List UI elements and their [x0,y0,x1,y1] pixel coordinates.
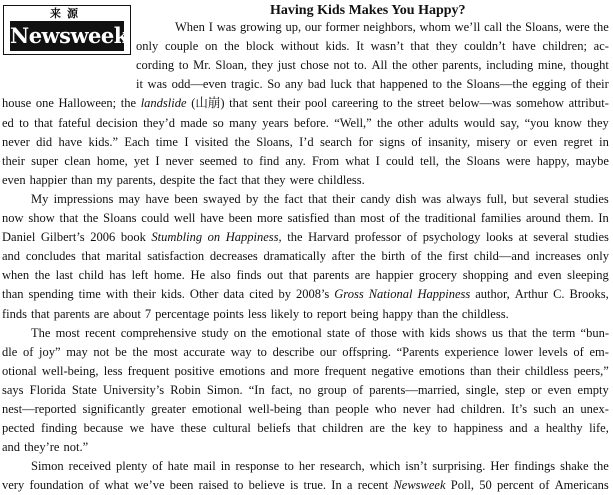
text-line: never did have kids.” Each time I visited the Sloans, I’d search for signs of insanity, misery or even regret in [2,134,609,149]
text-line: very foundation of what we’ve been raised to believe is true. In a recent Newsweek Poll, 50 percent of Americans [2,478,609,493]
text-line: and they’re not.” [2,440,89,455]
text-line: only couple on the block without kids. It wasn’t that they couldn’t have children; ac- [136,39,609,54]
text-line: and concludes that marital satisfaction decreases dramatically after the birth of the first child—and increases only [2,249,609,264]
text-line: finds that parents are about 7 percentage points less likely to report being happy than the childless. [2,306,509,321]
text-line: The most recent comprehensive study on the emotional state of those with kids shows us that the term “bun- [31,325,609,340]
text-line: house one Halloween; the landslide (山崩) that sent their pool careering to the street below—was somehow attribut- [2,96,609,111]
text-line: Simon received plenty of hate mail in response to her research, which isn’t surprising. Her findings shake the [31,459,609,474]
article-title: Having Kids Makes You Happy? [270,3,466,18]
text-line: when the last child has left home. He also finds out that parents are happier grocery shopping and even sleeping [2,268,609,283]
source-badge [3,5,131,55]
text-line: When I was growing up, our former neighbors, whom we’ll call the Sloans, were the [175,20,609,34]
text-line: than spending time with their kids. Other data cited by 2008’s Gross National Happiness author, Arthur C. Brooks, [2,287,609,302]
text-line: now show that the Sloans could well have been more satisfied than most of the traditional families around them. In [2,211,609,225]
text-line: pected finding because we have these cultural beliefs that children are the key to happiness and a healthy life, [2,421,609,436]
source-label: 来源 [50,7,84,20]
text-line: their super clean home, yet I never seemed to find any. From what I could tell, the Sloans were happy, maybe [2,153,609,168]
text-line: otional well-being, less frequent positive emotions and more frequent negative emotions than their childless peers,” [2,363,609,378]
text-line: cording to Mr. Sloan, they just chose not to. All the other parents, including mine, thought [136,58,609,73]
text-line: Daniel Gilbert’s 2006 book Stumbling on Happiness, the Harvard professor of psychology looks at several studies [2,230,609,245]
text-line: says Florida State University’s Robin Simon. “In fact, no group of parents—married, single, step or even empty [2,382,609,397]
text-line: My impressions may have been swayed by the fact that their candy dish was always full, but several studies [31,191,609,206]
text-line: ed to that fateful decision they’d made so many years before. “Well,” the other adults would say, “you know they [2,115,609,130]
newsweek-logo: Newsweek [10,21,124,51]
text-line: dle of joy” may not be the most accurate way to describe our offspring. “Parents experience lower levels of em- [2,344,609,359]
text-line: even happier than my parents, despite the fact that they were childless. [2,172,365,187]
text-line: nest—reported significantly greater emotional well-being than people who never had children. It’s such an unex- [2,402,609,416]
text-line: it was odd—even tragic. So any bad luck that happened to the Sloans—the egging of their [136,77,609,92]
